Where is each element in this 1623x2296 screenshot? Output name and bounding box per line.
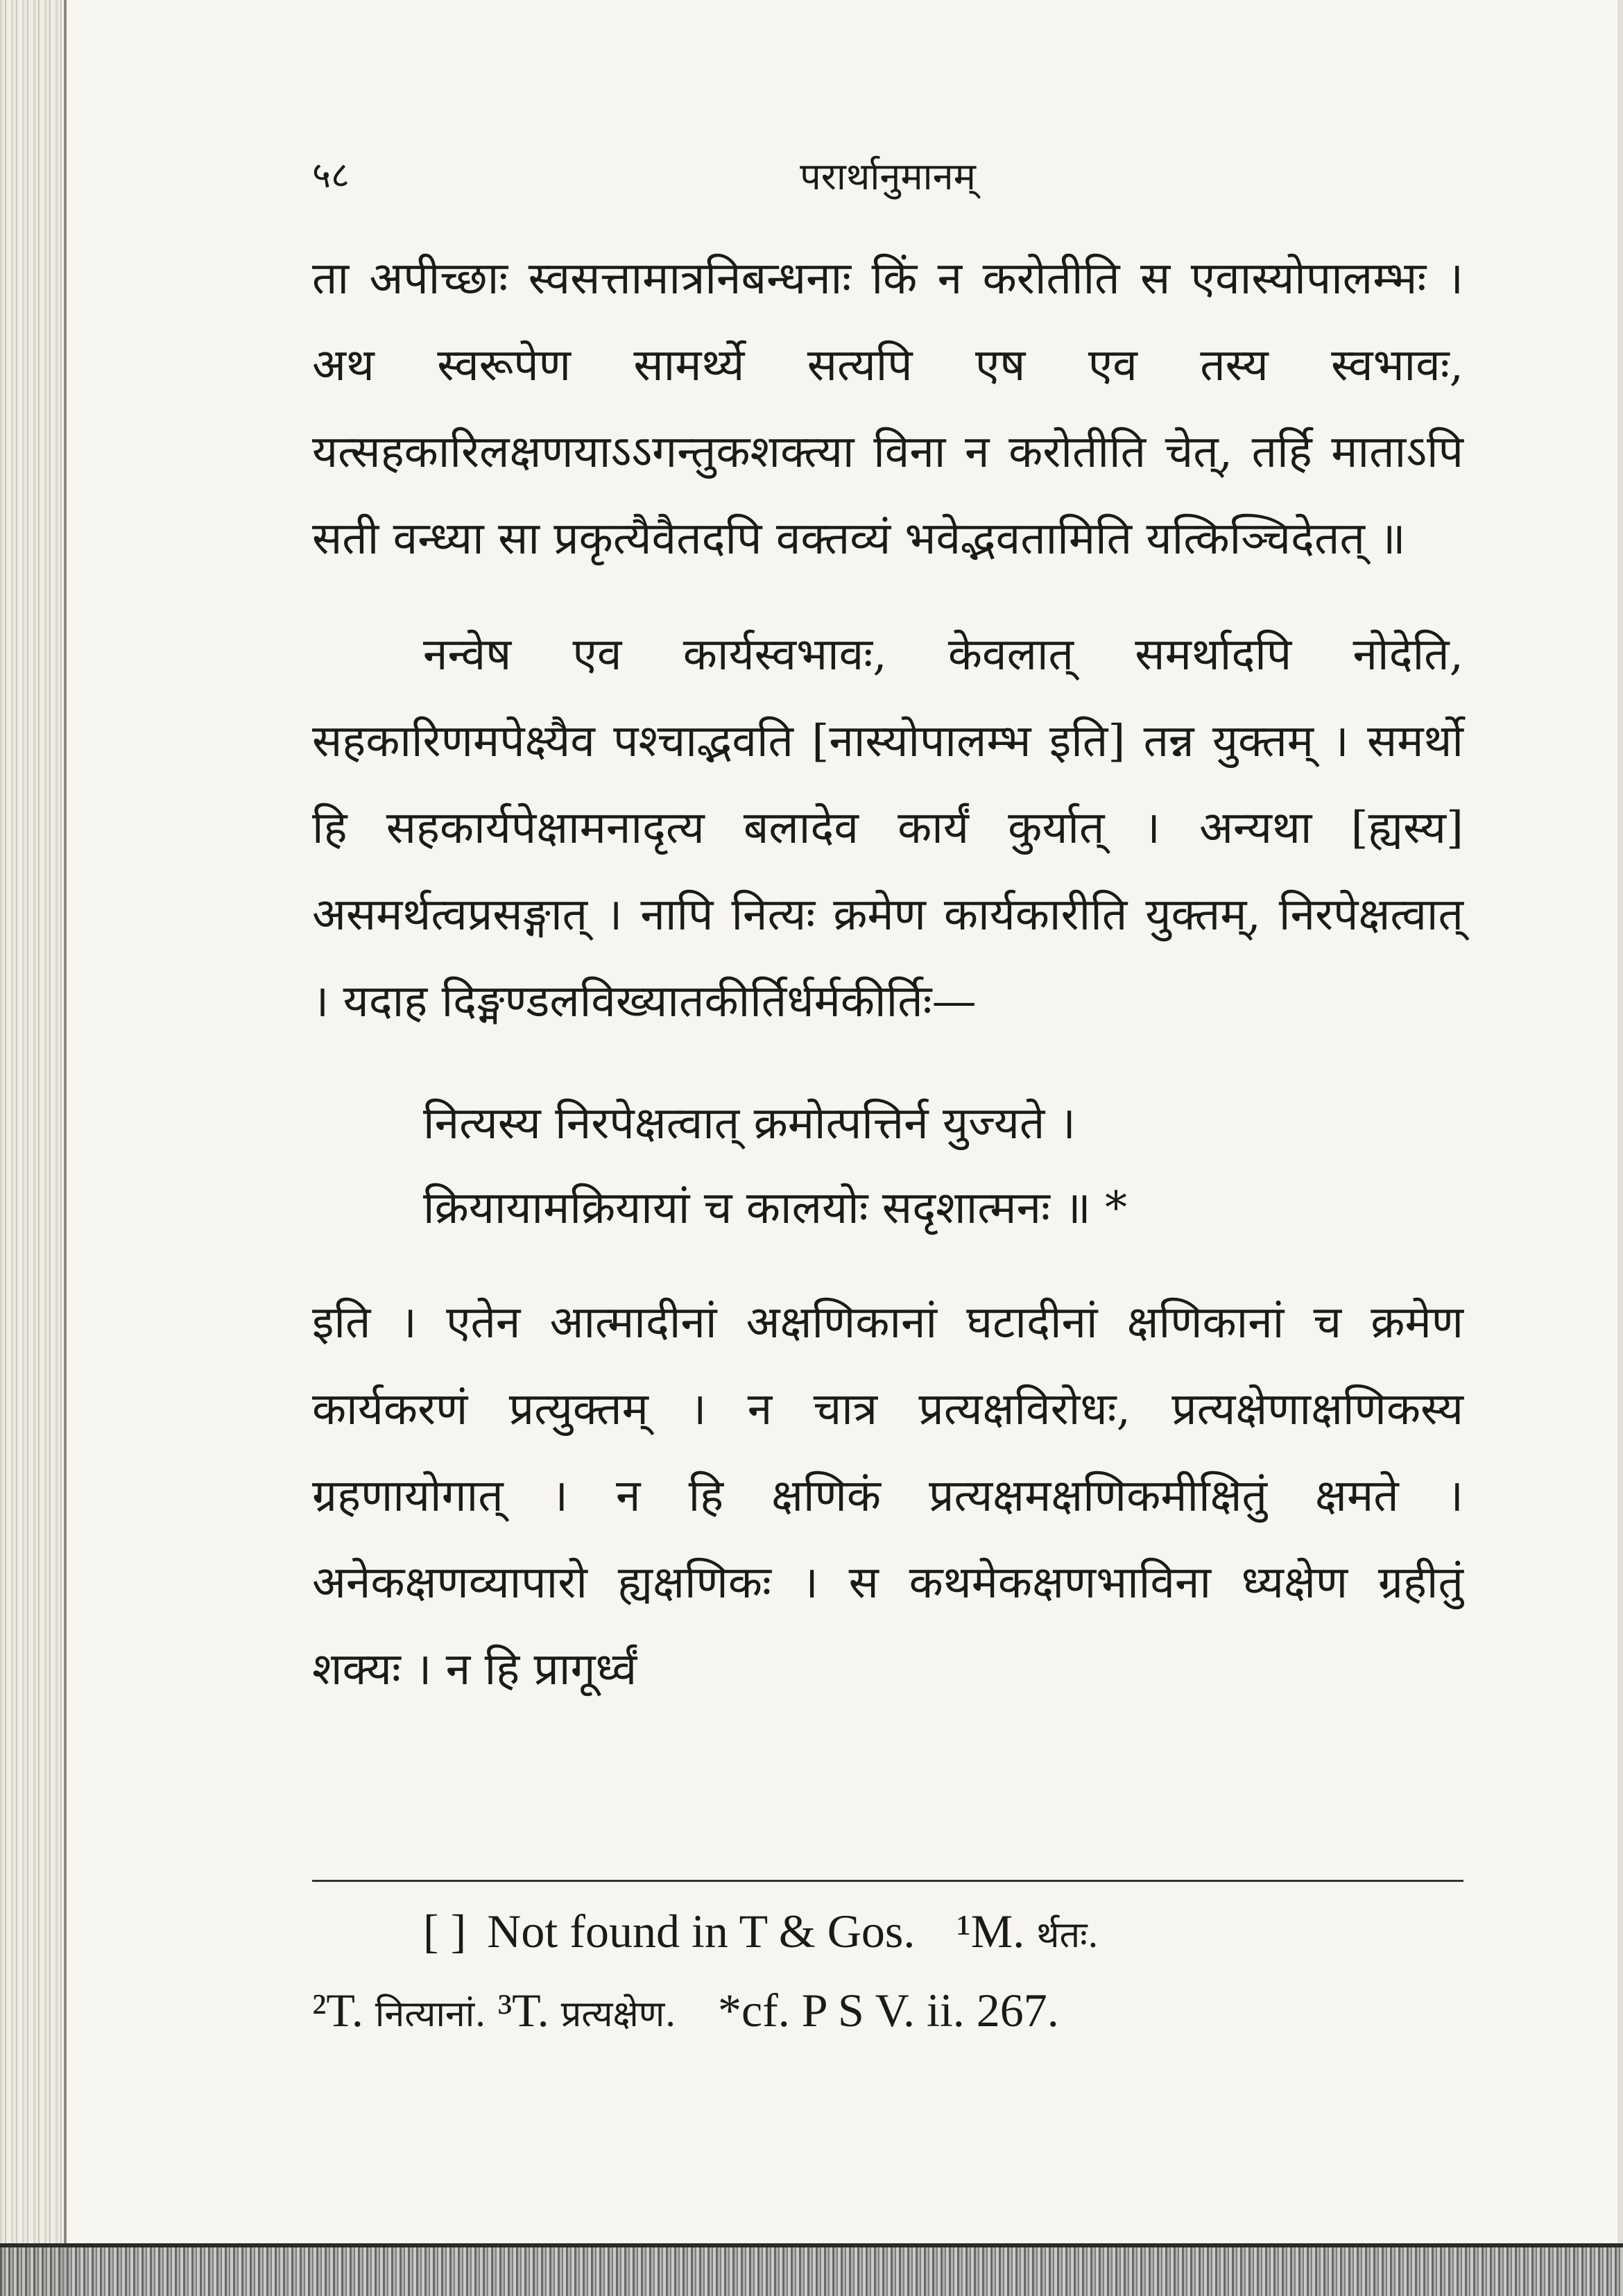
- footnote-3-marker: ²T.: [312, 1984, 363, 2037]
- footnote-4-text: प्रत्यक्षेण.: [560, 1994, 676, 2035]
- verse-line-1: नित्यस्य निरपेक्षत्वात् क्रमोत्पत्तिर्न युज्यते ।: [423, 1098, 1076, 1149]
- footnote-1-marker: [ ]: [423, 1905, 467, 1957]
- verse-quotation: [423, 1081, 1463, 1251]
- scan-right-edge: [1617, 0, 1623, 2296]
- running-title: परार्थानुमानम्: [800, 155, 976, 198]
- paragraph-1: ता अपीच्छाः स्वसत्तामात्रनिबन्धनाः किं न करोतीति स एवास्योपालम्भः । अथ स्वरूपेण सामर्थ्ये सत्यपि एष एव तस्य स्वभावः, यत्सहकारिलक्षणयाऽऽगन्तुकशक्त्या विना न करोतीति चेत्, तर्हि माताऽपि सती वन्ध्या सा प्रकृत्यैवैतदपि वक्तव्यं भवेद्भवतामिति यत्किञ्चिदेतत् ॥: [312, 253, 1463, 565]
- page-header: [312, 149, 1463, 205]
- footnote-5-text: cf. P S V. ii. 267.: [741, 1984, 1059, 2037]
- footnote-rule: [312, 1880, 1463, 1882]
- footnotes: [312, 1894, 1463, 2052]
- verse-line-2: क्रियायामक्रियायां च कालयोः सदृशात्मनः ॥ *: [423, 1183, 1127, 1234]
- footnote-4-marker: ³T.: [497, 1984, 549, 2037]
- footnote-5-marker: *: [717, 1984, 741, 2037]
- scan-binding-line: [64, 0, 67, 2296]
- scan-binding-edge: [0, 0, 62, 2296]
- scan-bottom-edge: [0, 2247, 1623, 2296]
- paragraph-3: इति । एतेन आत्मादीनां अक्षणिकानां घटादीनां क्षणिकानां च क्रमेण कार्यकरणं प्रत्युक्तम् । न चात्र प्रत्यक्षविरोधः, प्रत्यक्षेणाक्षणिकस्य ग्रहणायोगात् । न हि क्षणिकं प्रत्यक्षमक्षणिकमीक्षितुं क्षमते । अनेकक्षणव्यापारो ह्यक्षणिकः । स कथमेकक्षणभाविना ध्यक्षेण ग्रहीतुं शक्यः । न हि प्रागूर्ध्वं: [312, 1297, 1463, 1695]
- footnote-2-marker: ¹M.: [956, 1905, 1025, 1957]
- footnote-1-text: Not found in T & Gos.: [487, 1905, 916, 1957]
- footnote-line-1: [312, 1894, 1463, 1973]
- footnote-3-text: नित्यानां.: [375, 1994, 486, 2035]
- main-text: [312, 236, 1463, 1713]
- footnote-line-2: [312, 1973, 1463, 2052]
- footnote-2-text: र्थतः.: [1036, 1914, 1099, 1956]
- page-number: ५८: [312, 155, 350, 196]
- paragraph-2: नन्वेष एव कार्यस्वभावः, केवलात् समर्थादपि नोदेति, सहकारिणमपेक्ष्यैव पश्चाद्भवति [नास्योपालम्भ इति] तन्न युक्तम् । समर्थो हि सहकार्यपेक्षामनादृत्य बलादेव कार्यं कुर्यात् । अन्यथा [ह्यस्य] असमर्थत्वप्रसङ्गात् । नापि नित्यः क्रमेण कार्यकारीति युक्तम्, निरपेक्षत्वात् । यदाह दिङ्मण्डलविख्यातकीर्तिर्धर्मकीर्तिः—: [312, 629, 1463, 1027]
